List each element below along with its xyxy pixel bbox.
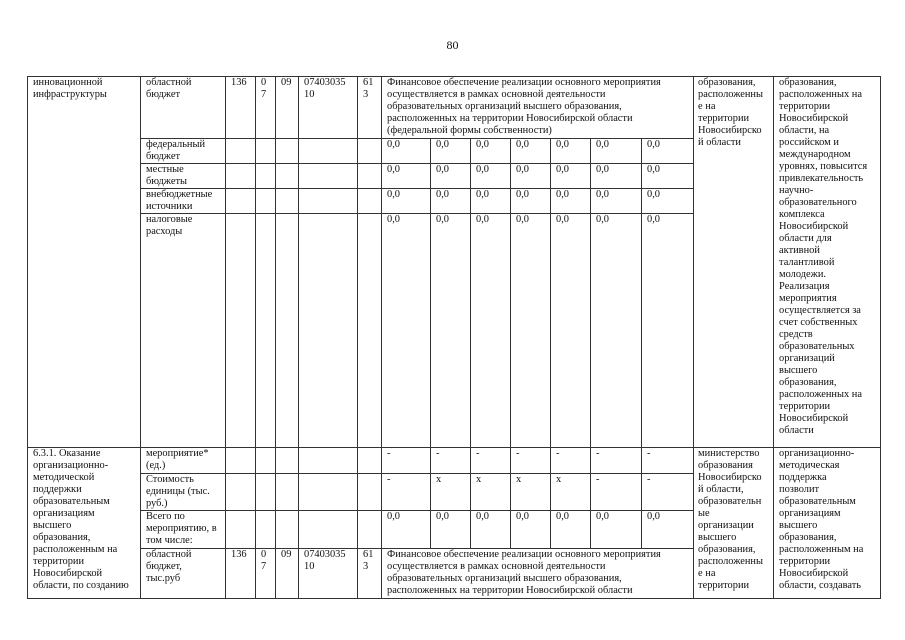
empty-cell — [226, 474, 256, 511]
empty-cell — [358, 164, 382, 189]
program-activities-table — [27, 76, 881, 599]
value-cell: 0,0 — [591, 511, 642, 549]
empty-cell — [299, 474, 358, 511]
rz-code-cell: 0 7 — [256, 77, 276, 139]
value-cell: 0,0 — [382, 164, 431, 189]
grbs-code-cell: 136 — [226, 77, 256, 139]
funding-source-cell: внебюджетные источники — [141, 189, 226, 214]
value-cell: 0,0 — [591, 139, 642, 164]
value-cell: 0,0 — [511, 511, 551, 549]
value-cell: 0,0 — [431, 189, 471, 214]
empty-cell — [276, 448, 299, 474]
value-cell: 0,0 — [471, 189, 511, 214]
empty-cell — [299, 189, 358, 214]
value-cell: - — [591, 448, 642, 474]
value-cell: x — [511, 474, 551, 511]
pr-code-cell: 09 — [276, 77, 299, 139]
empty-cell — [358, 448, 382, 474]
value-cell: 0,0 — [471, 139, 511, 164]
funding-source-cell: федеральный бюджет — [141, 139, 226, 164]
value-cell: - — [591, 474, 642, 511]
value-cell: 0,0 — [551, 214, 591, 448]
value-cell: 0,0 — [382, 214, 431, 448]
empty-cell — [299, 511, 358, 549]
value-cell: 0,0 — [431, 164, 471, 189]
empty-cell — [226, 164, 256, 189]
value-cell: 0,0 — [551, 189, 591, 214]
funding-source-cell: налоговые расходы — [141, 214, 226, 448]
value-cell: 0,0 — [511, 139, 551, 164]
value-cell: - — [511, 448, 551, 474]
empty-cell — [226, 214, 256, 448]
empty-cell — [256, 214, 276, 448]
table-row — [28, 448, 881, 474]
empty-cell — [276, 164, 299, 189]
funding-source-cell: областной бюджет — [141, 77, 226, 139]
value-cell: 0,0 — [591, 189, 642, 214]
value-cell: x — [551, 474, 591, 511]
value-cell: 0,0 — [382, 139, 431, 164]
value-cell: - — [551, 448, 591, 474]
value-cell: 0,0 — [591, 164, 642, 189]
grbs-code-cell: 136 — [226, 549, 256, 599]
empty-cell — [226, 139, 256, 164]
value-cell: 0,0 — [591, 214, 642, 448]
empty-cell — [299, 214, 358, 448]
value-cell: 0,0 — [551, 139, 591, 164]
expected-result-cell: образования, расположенных на территории Новосибирской области, на российском и международном уровнях, повысится привлекательность научно- образовательного комплекса Новосибирской области для активной талантливой молодежи. Реализация мероприятия осуществляется за счет собственных средств образовательных организаций высшего образования, расположенных на территории Новосибирской области — [774, 77, 881, 448]
value-cell: 0,0 — [511, 164, 551, 189]
empty-cell — [276, 189, 299, 214]
empty-cell — [226, 448, 256, 474]
pr-code-cell: 09 — [276, 549, 299, 599]
empty-cell — [256, 139, 276, 164]
value-cell: - — [642, 448, 694, 474]
empty-cell — [358, 474, 382, 511]
empty-cell — [256, 511, 276, 549]
value-cell: - — [431, 448, 471, 474]
value-cell: 0,0 — [551, 164, 591, 189]
vr-code-cell: 61 3 — [358, 549, 382, 599]
value-cell: 0,0 — [511, 189, 551, 214]
funding-source-cell: областной бюджет, тыс.руб — [141, 549, 226, 599]
empty-cell — [299, 139, 358, 164]
funding-note-cell: Финансовое обеспечение реализации основного мероприятия осуществляется в рамках основной деятельности образовательных организаций высшего образования, расположенных на территории Новосибирской области — [382, 549, 694, 599]
value-cell: 0,0 — [511, 214, 551, 448]
empty-cell — [276, 511, 299, 549]
expected-result-cell: организационно- методическая поддержка позволит образовательным организациям высшего образования, расположенным на территории Новосибирской области, создавать — [774, 448, 881, 599]
executor-cell: образования, расположенны е на территории Новосибирско й области — [694, 77, 774, 448]
value-cell: 0,0 — [431, 214, 471, 448]
value-cell: - — [471, 448, 511, 474]
value-cell: 0,0 — [471, 164, 511, 189]
executor-cell: министерство образования Новосибирско й области, образовательн ые организации высшего образования, расположенны е на территории — [694, 448, 774, 599]
value-cell: x — [431, 474, 471, 511]
value-cell: 0,0 — [642, 189, 694, 214]
empty-cell — [256, 448, 276, 474]
funding-note-cell: Финансовое обеспечение реализации основного мероприятия осуществляется в рамках основной деятельности образовательных организаций высшего образования, расположенных на территории Новосибирской области (федеральной формы собственности) — [382, 77, 694, 139]
empty-cell — [276, 139, 299, 164]
value-cell: - — [382, 448, 431, 474]
indicator-cell: мероприятие* (ед.) — [141, 448, 226, 474]
indicator-cell: Всего по мероприятию, в том числе: — [141, 511, 226, 549]
empty-cell — [358, 189, 382, 214]
value-cell: 0,0 — [431, 511, 471, 549]
table-row — [28, 77, 881, 139]
value-cell: - — [642, 474, 694, 511]
empty-cell — [276, 214, 299, 448]
value-cell: 0,0 — [551, 511, 591, 549]
empty-cell — [256, 164, 276, 189]
value-cell: 0,0 — [382, 189, 431, 214]
value-cell: - — [382, 474, 431, 511]
empty-cell — [358, 139, 382, 164]
funding-source-cell: местные бюджеты — [141, 164, 226, 189]
activity-name-cell: инновационной инфраструктуры — [28, 77, 141, 448]
value-cell: 0,0 — [642, 164, 694, 189]
csr-code-cell: 07403035 10 — [299, 549, 358, 599]
value-cell: 0,0 — [431, 139, 471, 164]
value-cell: 0,0 — [642, 214, 694, 448]
value-cell: 0,0 — [471, 214, 511, 448]
empty-cell — [256, 189, 276, 214]
empty-cell — [299, 164, 358, 189]
empty-cell — [276, 474, 299, 511]
value-cell: 0,0 — [642, 511, 694, 549]
vr-code-cell: 61 3 — [358, 77, 382, 139]
value-cell: 0,0 — [471, 511, 511, 549]
value-cell: x — [471, 474, 511, 511]
csr-code-cell: 07403035 10 — [299, 77, 358, 139]
empty-cell — [358, 511, 382, 549]
activity-name-cell: 6.3.1. Оказание организационно- методической поддержки образовательным организациям высшего образования, расположенным на территории Новосибирской области, по созданию — [28, 448, 141, 599]
value-cell: 0,0 — [642, 139, 694, 164]
empty-cell — [226, 189, 256, 214]
empty-cell — [226, 511, 256, 549]
empty-cell — [256, 474, 276, 511]
empty-cell — [299, 448, 358, 474]
rz-code-cell: 0 7 — [256, 549, 276, 599]
indicator-cell: Стоимость единицы (тыс. руб.) — [141, 474, 226, 511]
page-number: 80 — [446, 38, 459, 52]
empty-cell — [358, 214, 382, 448]
value-cell: 0,0 — [382, 511, 431, 549]
